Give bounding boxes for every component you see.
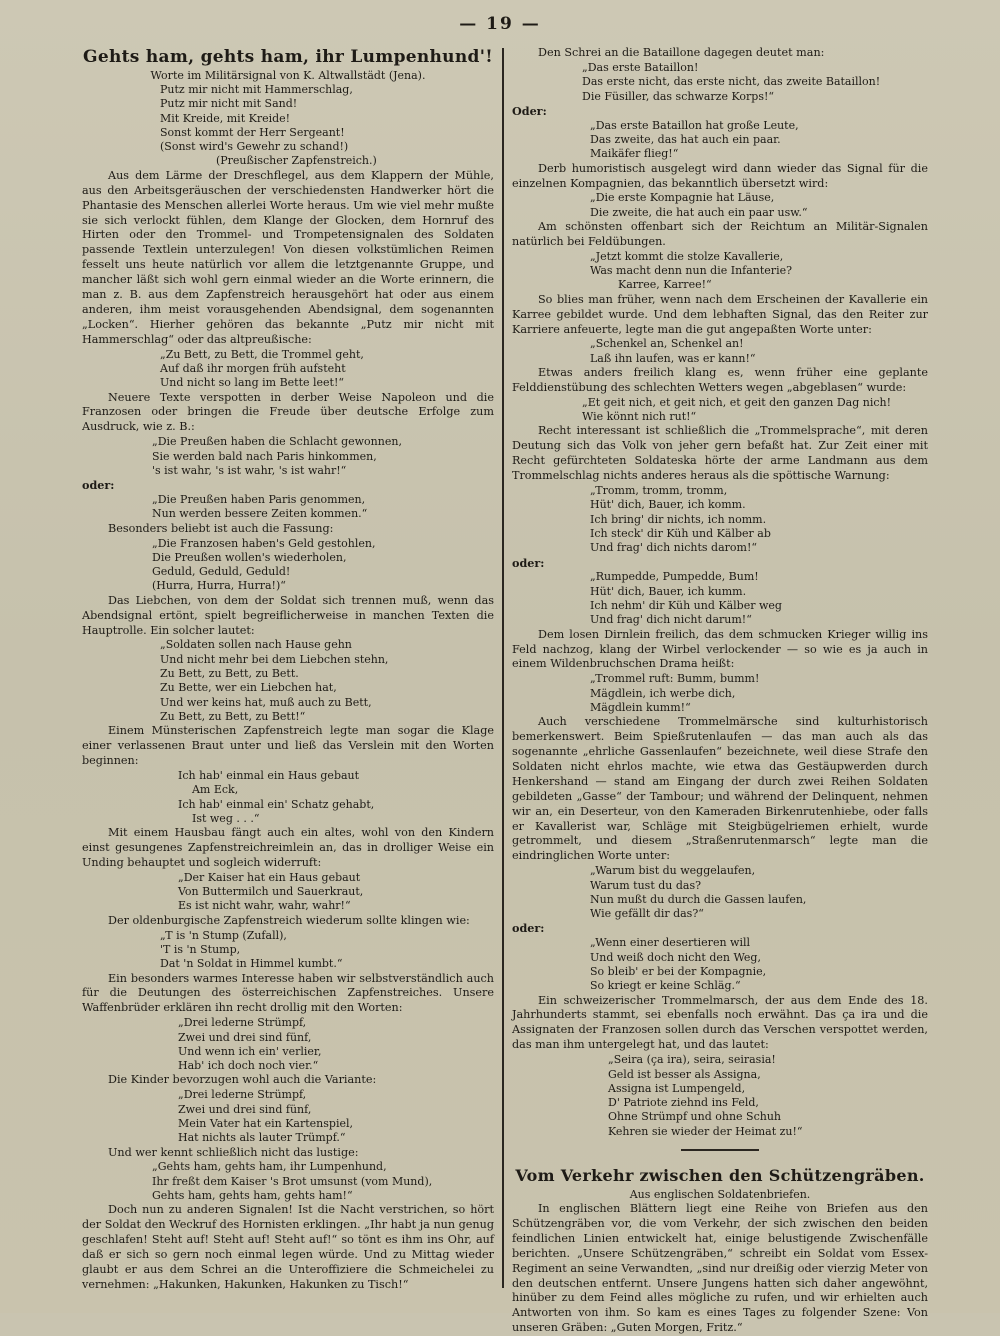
- verse-block: „Der Kaiser hat ein Haus gebaut Von Buttermilch und Sauerkraut, Es ist nicht wahr, wahr, wahr!“: [178, 870, 364, 913]
- verse-block: „Schenkel an, Schenkel an! Laß ihn laufen, was er kann!“: [590, 337, 756, 365]
- label-oder: oder:: [82, 478, 115, 493]
- paragraph: Recht interessant ist schließlich die „Trommelsprache“, mit deren Deutung sich das Volk von jeher gern befaßt hat. Zur Zeit einer mit Recht gefürchteten Soldateska hörte der arme Landmann aus dem Trommelschlag nichts anderes heraus als die spöttische Warnung:: [512, 424, 928, 483]
- page-number: — 19 —: [459, 14, 541, 34]
- paragraph: In englischen Blättern liegt eine Reihe von Briefen aus den Schützengräben vor, die vom Verkehr, der sich zwischen den beiden feindlichen Linien entwickelt hat, einige belustigende Zwischenfälle berichten. „Unsere Schützengräben,“ schreibt ein Soldat vom Essex-Regiment an seine Verwandten, „sind nur dreißig oder vierzig Meter von den deutschen entfernt. Unsere Jungens hatten sich daher angewöhnt, hinüber zu dem Feind alles mögliche zu rufen, und wir erhielten auch Antworten von ihm. So kam es eines Tages zu folgender Szene: Von unseren Gräben: „Guten Morgen, Fritz.“: [512, 1201, 928, 1335]
- verse-block: „Zu Bett, zu Bett, die Trommel geht, Auf daß ihr morgen früh aufsteht Und nicht so lang im Bette leet!“: [160, 347, 364, 390]
- verse-block: „T is 'n Stump (Zufall), 'T is 'n Stump, Dat 'n Soldat in Himmel kumbt.“: [160, 928, 343, 971]
- verse-block: „Das erste Bataillon hat große Leute, Das zweite, das hat auch ein paar. Maikäfer flieg!“: [590, 118, 799, 161]
- label-oder: oder:: [512, 921, 545, 936]
- verse-block: „Wenn einer desertieren will Und weiß doch nicht den Weg, So bleib' er bei der Kompagnie, So kriegt er keine Schläg.“: [590, 936, 767, 993]
- paragraph: Und wer kennt schließlich nicht das lustige:: [108, 1145, 359, 1159]
- paragraph: Den Schrei an die Bataillone dagegen deutet man:: [538, 46, 825, 59]
- section-separator: [681, 1149, 759, 1151]
- paragraph: Das Liebchen, von dem der Soldat sich trennen muß, wenn das Abendsignal ertönt, spielt begreiflicherweise in manchen Texten die Hauptrolle. Ein solcher lautet:: [82, 593, 494, 637]
- verse-block: „Gehts ham, gehts ham, ihr Lumpenhund, Ihr freßt dem Kaiser 's Brot umsunst (vom Mund), Gehts ham, gehts ham, gehts ham!“: [152, 1160, 433, 1203]
- paragraph: Einem Münsterischen Zapfenstreich legte man sogar die Klage einer verlassenen Braut unter und ließ das Verslein mit den Worten beginnen:: [82, 724, 494, 768]
- paragraph: Aus dem Lärme der Dreschflegel, aus dem Klappern der Mühle, aus den Arbeitsgeräuschen der verschiedensten Handwerker hört die Phantasie des Menschen allerlei Worte heraus. Um wie viel mehr mußte sie sich verlockt fühlen, dem Klange der Glocken, dem Hornruf des Hirten oder den Trommel- und Trompetensignalen des Soldaten passende Textlein unterzulegen! Von diesen volkstümlichen Reimen fesselt uns heute natürlich vor allem die letztgenannte Gruppe, und mancher läßt sich wohl gern einmal wieder an die Worte erinnern, die man z. B. aus dem Zapfenstreich herausgehört hat oder aus einem anderen, ihm meist vorausgehenden Abendsignal, dem sogenannten „Locken“. Hierher gehören das bekannte „Putz mir nicht mit Hammerschlag“ oder das altpreußische:: [82, 168, 494, 346]
- verse-block: „Seira (ça ira), seira, seirasia! Geld ist besser als Assigna, Assigna ist Lumpengeld, D' Patriote ziehnd ins Feld, Ohne Strümpf und ohne Schuh Kehren sie wieder der Heimat zu!“: [608, 1053, 803, 1138]
- verse-block: „Et geit nich, et geit nich, et geit den ganzen Dag nich! Wie könnt nich rut!“: [582, 395, 892, 424]
- paragraph: Dem losen Dirnlein freilich, das dem schmucken Krieger willig ins Feld nachzog, klang der Wirbel verlockender — so wie es ja auch in einem Wildenbruchschen Drama heißt:: [512, 627, 928, 671]
- verse-block: „Drei lederne Strümpf, Zwei und drei sind fünf, Und wenn ich ein' verlier, Hab' ich doch noch vier.“: [178, 1016, 322, 1073]
- verse-block: „Die Franzosen haben's Geld gestohlen, Die Preußen wollen's wiederholen, Geduld, Geduld, Geduld! (Hurra, Hurra, Hurra!)“: [152, 536, 376, 593]
- paragraph: Die Kinder bevorzugen wohl auch die Variante:: [108, 1073, 377, 1087]
- paragraph: Ein schweizerischer Trommelmarsch, der aus dem Ende des 18. Jahrhunderts stammt, sei ebenfalls noch erwähnt. Das ça ira und die Assignaten der Franzosen sollen durch das Verschen verspottet werden, das man ihm untergelegt hat, und das lautet:: [512, 993, 928, 1052]
- verse-block: „Tromm, tromm, tromm, Hüt' dich, Bauer, ich komm. Ich bring' dir nichts, ich nomm. Ich steck' dir Küh und Kälber ab Und frag' dich nichts darom!“: [590, 484, 771, 555]
- verse-block: „Trommel ruft: Bumm, bumm! Mägdlein, ich werbe dich, Mägdlein kumm!“: [590, 672, 760, 714]
- verse-block: Putz mir nicht mit Hammerschlag, Putz mir nicht mit Sand! Mit Kreide, mit Kreide! Sonst kommt der Herr Sergeant! (Sonst wird's Gewehr zu schand!) (Preußischer Zapfenstreich.): [160, 83, 377, 168]
- label-oder: oder:: [512, 555, 545, 570]
- paragraph: Etwas anders freilich klang es, wenn früher eine geplante Felddienstübung des schlechten Wetters wegen „abgeblasen“ wurde:: [512, 366, 928, 394]
- label-oder: Oder:: [512, 103, 547, 118]
- paragraph: Neuere Texte verspotten in derber Weise Napoleon und die Franzosen oder bringen die Freude über deutsche Erfolge zum Ausdruck, wie z. B.:: [82, 390, 494, 434]
- paragraph: Derb humoristisch ausgelegt wird dann wieder das Signal für die einzelnen Kompagnien, das bekanntlich übersetzt wird:: [512, 161, 928, 190]
- verse-block: Ich hab' einmal ein Haus gebaut Am Eck, Ich hab' einmal ein' Schatz gehabt, Ist weg . . .“: [178, 768, 375, 825]
- paragraph: Der oldenburgische Zapfenstreich wiederum sollte klingen wie:: [108, 913, 470, 927]
- article-subtitle: Worte im Militärsignal von K. Altwallstädt (Jena).: [150, 69, 426, 82]
- article-title: Gehts ham, gehts ham, ihr Lumpenhund'!: [83, 47, 493, 67]
- verse-block: „Die Preußen haben die Schlacht gewonnen, Sie werden bald nach Paris hinkommen, 's ist wahr, 's ist wahr, 's ist wahr!“: [152, 435, 402, 477]
- column-divider: [502, 48, 504, 1288]
- paragraph: Doch nun zu anderen Signalen! Ist die Nacht verstrichen, so hört der Soldat den Weckruf des Hornisten erklingen. „Ihr habt ja nun genug geschlafen! Steht auf! Steht auf! Steht auf!“ so tönt es ihm ins Ohr, auf daß er sich so gern noch einmal legen würde. Und zu Mittag wieder glaubt er aus dem Schrei an die Unteroffiziere die Schmeichelei zu vernehmen: „Hakunken, Hakunken, Hakunken zu Tisch!“: [82, 1203, 494, 1291]
- verse-block: „Drei lederne Strümpf, Zwei und drei sind fünf, Mein Vater hat ein Kartenspiel, Hat nichts als lauter Trümpf.“: [178, 1088, 353, 1145]
- paragraph: Auch verschiedene Trommelmärsche sind kulturhistorisch bemerkenswert. Beim Spießrutenlaufen — das man auch als das sogenannte „ehrliche Gassenlaufen“ bezeichnete, weil diese Strafe den Soldaten nicht ehrlos machte, wie etwa das Gestäupwerden durch Henkershand — stand am Eingang der durch zwei Reihen Soldaten gebildeten „Gasse“ der Tambour; und während der Delinquent, nehmen wir an, ein Deserteur, von den Kameraden Birkenrutenhiebe, oder falls er Kavallerist war, Schläge mit Steigbügelriemen erhielt, wurde getrommelt, und diesem „Straßenrutenmarsch“ legte man die eindringlichen Worte unter:: [512, 715, 928, 863]
- paragraph: Mit einem Hausbau fängt auch ein altes, wohl von den Kindern einst gesungenes Zapfenstreichreimlein an, das in drolliger Weise ein Unding behauptet und sogleich widerruft:: [82, 826, 494, 869]
- verse-block: „Rumpedde, Pumpedde, Bum! Hüt' dich, Bauer, ich kumm. Ich nehm' dir Küh und Kälber weg Und frag' dich nicht darum!“: [590, 570, 782, 627]
- paragraph: Besonders beliebt ist auch die Fassung:: [108, 521, 334, 535]
- right-column: [512, 46, 928, 1336]
- verse-block: „Warum bist du weggelaufen, Warum tust du das? Nun mußt du durch die Gassen laufen, Wie gefällt dir das?“: [590, 864, 807, 921]
- verse-block: „Die erste Kompagnie hat Läuse, Die zweite, die hat auch ein paar usw.“: [590, 191, 808, 219]
- left-column: [82, 46, 494, 1293]
- paragraph: Ein besonders warmes Interesse haben wir selbstverständlich auch für die Deutungen des österreichischen Zapfenstreiches. Unsere Waffenbrüder erklären ihn recht drollig mit den Worten:: [82, 971, 494, 1015]
- verse-block: „Soldaten sollen nach Hause gehn Und nicht mehr bei dem Liebchen stehn, Zu Bett, zu Bett, zu Bett. Zu Bette, wer ein Liebchen hat, Und wer keins hat, muß auch zu Bett, Zu Bett, zu Bett, zu Bett!“: [160, 638, 389, 723]
- paragraph: Am schönsten offenbart sich der Reichtum an Militär-Signalen natürlich bei Feldübungen.: [512, 220, 928, 248]
- article-subtitle: Aus englischen Soldatenbriefen.: [629, 1187, 811, 1201]
- verse-block: „Jetzt kommt die stolze Kavallerie, Was macht denn nun die Infanterie? Karree, Karree!“: [590, 249, 792, 292]
- article-title: Vom Verkehr zwischen den Schützengräben.: [515, 1165, 925, 1185]
- verse-block: „Die Preußen haben Paris genommen, Nun werden bessere Zeiten kommen.“: [152, 493, 368, 521]
- paragraph: So blies man früher, wenn nach dem Erscheinen der Kavallerie ein Karree gebildet wurde. Und dem lebhaften Signal, das den Reiter zur Karriere anfeuerte, legte man die gut angepaßten Worte unter:: [512, 292, 928, 336]
- verse-block: „Das erste Bataillon! Das erste nicht, das erste nicht, das zweite Bataillon! Die Füsiller, das schwarze Korps!“: [582, 60, 881, 103]
